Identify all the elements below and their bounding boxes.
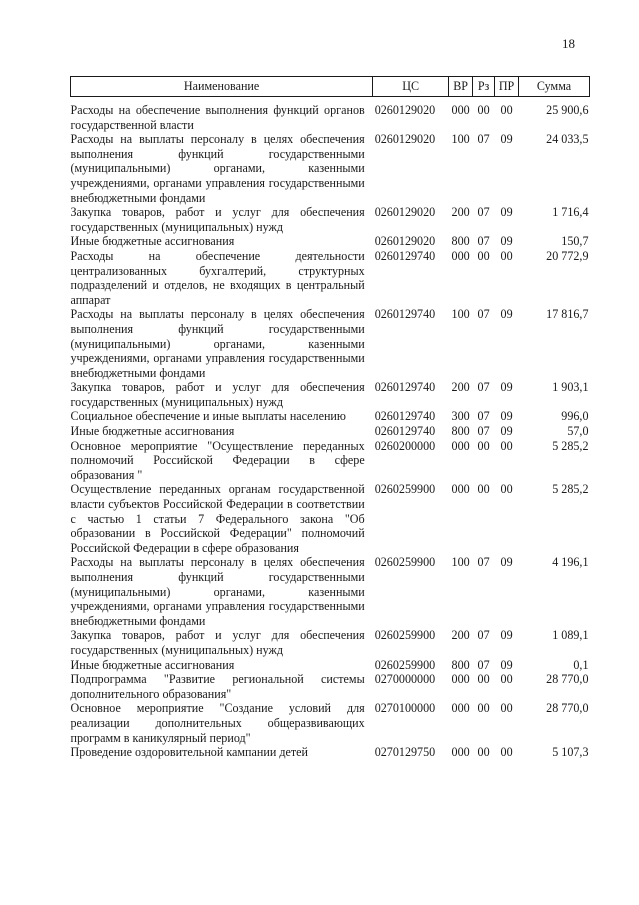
row-name: Иные бюджетные ассигнования: [70, 657, 235, 672]
table-row: [71, 205, 590, 234]
table-row: [71, 409, 590, 424]
row-sum: 5 285,2: [552, 482, 589, 497]
row-rz: 00: [477, 672, 490, 687]
row-name: Расходы на выплаты персоналу в целях обеспечения выполнения функций государственными (муниципальными) органами, казенными учреждениями, органами управления государственными внебюджетными фондами: [70, 132, 365, 205]
row-sum: 24 033,5: [546, 132, 589, 147]
row-pr: 09: [500, 205, 513, 220]
row-name: Закупка товаров, работ и услуг для обеспечения государственных (муниципальных) нужд: [70, 205, 365, 234]
row-cs: 0260259900: [374, 657, 436, 672]
row-cs: 0260129020: [374, 132, 436, 147]
table-row: [71, 745, 590, 760]
row-pr: 09: [500, 555, 513, 570]
row-sum: 28 770,0: [546, 672, 589, 687]
row-name: Основное мероприятие "Осуществление переданных полномочий Российской Федерации в сфере образования ": [70, 438, 365, 482]
row-pr: 00: [500, 672, 513, 687]
row-vr: 000: [451, 672, 470, 687]
table-header-row: [71, 77, 590, 97]
row-cs: 0260129020: [374, 234, 436, 249]
header-name: Наименование: [71, 77, 373, 97]
row-pr: 09: [500, 628, 513, 643]
row-pr: 09: [500, 409, 513, 424]
row-cs: 0260129740: [374, 380, 436, 395]
row-cs: 0270129750: [374, 745, 436, 760]
row-vr: 000: [451, 745, 470, 760]
row-pr: 09: [500, 424, 513, 439]
table-row: [71, 249, 590, 307]
row-vr: 000: [451, 103, 470, 117]
row-sum: 1 089,1: [552, 628, 589, 643]
budget-table: [70, 76, 590, 760]
row-vr: 200: [451, 380, 470, 395]
row-sum: 20 772,9: [546, 248, 589, 263]
row-vr: 100: [451, 307, 470, 322]
row-rz: 07: [477, 234, 490, 249]
row-rz: 07: [477, 409, 490, 424]
header-rz: Рз: [473, 77, 495, 97]
table-row: [71, 439, 590, 483]
row-rz: 07: [477, 205, 490, 220]
row-pr: 00: [500, 248, 513, 263]
row-vr: 000: [451, 248, 470, 263]
table-row: [71, 307, 590, 380]
row-pr: 09: [500, 307, 513, 322]
row-name: Основное мероприятие "Создание условий для реализации дополнительных общеразвивающих программ в каникулярный период": [70, 701, 365, 745]
row-sum: 28 770,0: [546, 701, 589, 716]
row-vr: 000: [451, 438, 470, 453]
row-name: Социальное обеспечение и иные выплаты населению: [70, 409, 346, 424]
table-row: [71, 701, 590, 745]
row-pr: 09: [500, 234, 513, 249]
row-pr: 00: [500, 745, 513, 760]
table-row: [71, 555, 590, 628]
row-cs: 0260259900: [374, 555, 436, 570]
row-sum: 0,1: [573, 657, 589, 672]
row-cs: 0260129740: [374, 307, 436, 322]
table-row: [71, 380, 590, 409]
row-rz: 07: [477, 424, 490, 439]
table-row: [71, 132, 590, 205]
table-row: [71, 672, 590, 701]
row-vr: 800: [451, 234, 470, 249]
row-name: Расходы на обеспечение выполнения функций органов государственной власти: [70, 103, 365, 132]
row-cs: 0260129740: [374, 248, 436, 263]
table-row: [71, 234, 590, 249]
row-pr: 00: [500, 701, 513, 716]
row-sum: 996,0: [561, 409, 589, 424]
row-rz: 00: [477, 701, 490, 716]
row-name: Проведение оздоровительной кампании детей: [70, 745, 308, 760]
row-name: Иные бюджетные ассигнования: [70, 234, 235, 249]
row-rz: 00: [477, 438, 490, 453]
row-sum: 57,0: [567, 424, 589, 439]
table-row: [71, 424, 590, 439]
row-vr: 800: [451, 657, 470, 672]
row-pr: 09: [500, 132, 513, 147]
header-pr: ПР: [495, 77, 519, 97]
row-rz: 00: [477, 745, 490, 760]
row-cs: 0260200000: [374, 438, 436, 453]
row-name: Расходы на обеспечение деятельности централизованных бухгалтерий, структурных подразделений и отделов, не входящих в центральный аппарат: [70, 248, 365, 307]
row-sum: 17 816,7: [546, 307, 589, 322]
row-pr: 00: [500, 438, 513, 453]
row-cs: 0260129020: [374, 205, 436, 220]
row-name: Осуществление переданных органам государственной власти субъектов Российской Федерации в соответствии с частью 1 статьи 7 Федерального закона "Об образовании в Российской Федерации" полномочий Российской Федерации в сфере образования: [70, 482, 365, 555]
table-row: [71, 658, 590, 673]
table-row: [71, 97, 590, 133]
row-vr: 300: [451, 409, 470, 424]
row-rz: 07: [477, 132, 490, 147]
row-vr: 200: [451, 628, 470, 643]
row-sum: 25 900,6: [546, 103, 589, 117]
table-row: [71, 628, 590, 657]
row-sum: 5 107,3: [552, 745, 589, 760]
row-cs: 0260259900: [374, 628, 436, 643]
row-pr: 00: [500, 482, 513, 497]
row-name: Закупка товаров, работ и услуг для обеспечения государственных (муниципальных) нужд: [70, 628, 365, 657]
row-rz: 00: [477, 248, 490, 263]
row-rz: 07: [477, 657, 490, 672]
row-pr: 00: [500, 103, 513, 117]
row-cs: 0270100000: [374, 701, 436, 716]
row-vr: 100: [451, 132, 470, 147]
row-name: Расходы на выплаты персоналу в целях обеспечения выполнения функций государственными (муниципальными) органами, казенными учреждениями, органами управления государственными внебюджетными фондами: [70, 307, 365, 380]
header-vr: ВР: [449, 77, 473, 97]
row-pr: 09: [500, 380, 513, 395]
row-vr: 100: [451, 555, 470, 570]
table-row: [71, 482, 590, 555]
row-vr: 000: [451, 701, 470, 716]
row-name: Иные бюджетные ассигнования: [70, 424, 235, 439]
page-number: 18: [562, 36, 575, 51]
row-sum: 4 196,1: [552, 555, 589, 570]
row-vr: 800: [451, 424, 470, 439]
row-sum: 5 285,2: [552, 438, 589, 453]
row-sum: 1 716,4: [552, 205, 589, 220]
row-name: Закупка товаров, работ и услуг для обеспечения государственных (муниципальных) нужд: [70, 380, 365, 409]
row-rz: 07: [477, 380, 490, 395]
row-name: Подпрограмма "Развитие региональной системы дополнительного образования": [70, 672, 365, 701]
row-rz: 07: [477, 307, 490, 322]
row-cs: 0260129740: [374, 409, 436, 424]
row-vr: 200: [451, 205, 470, 220]
row-pr: 09: [500, 657, 513, 672]
row-sum: 1 903,1: [552, 380, 589, 395]
row-name: Расходы на выплаты персоналу в целях обеспечения выполнения функций государственными (муниципальными) органами, казенными учреждениями, органами управления государственными внебюджетными фондами: [70, 555, 365, 628]
row-sum: 150,7: [561, 234, 589, 249]
row-rz: 07: [477, 628, 490, 643]
row-cs: 0260259900: [374, 482, 436, 497]
header-cs: ЦС: [373, 77, 449, 97]
row-vr: 000: [451, 482, 470, 497]
row-rz: 00: [477, 103, 490, 117]
row-cs: 0270000000: [374, 672, 436, 687]
row-cs: 0260129020: [374, 103, 436, 117]
row-cs: 0260129740: [374, 424, 436, 439]
header-sum: Сумма: [519, 77, 590, 97]
row-rz: 07: [477, 555, 490, 570]
row-rz: 00: [477, 482, 490, 497]
